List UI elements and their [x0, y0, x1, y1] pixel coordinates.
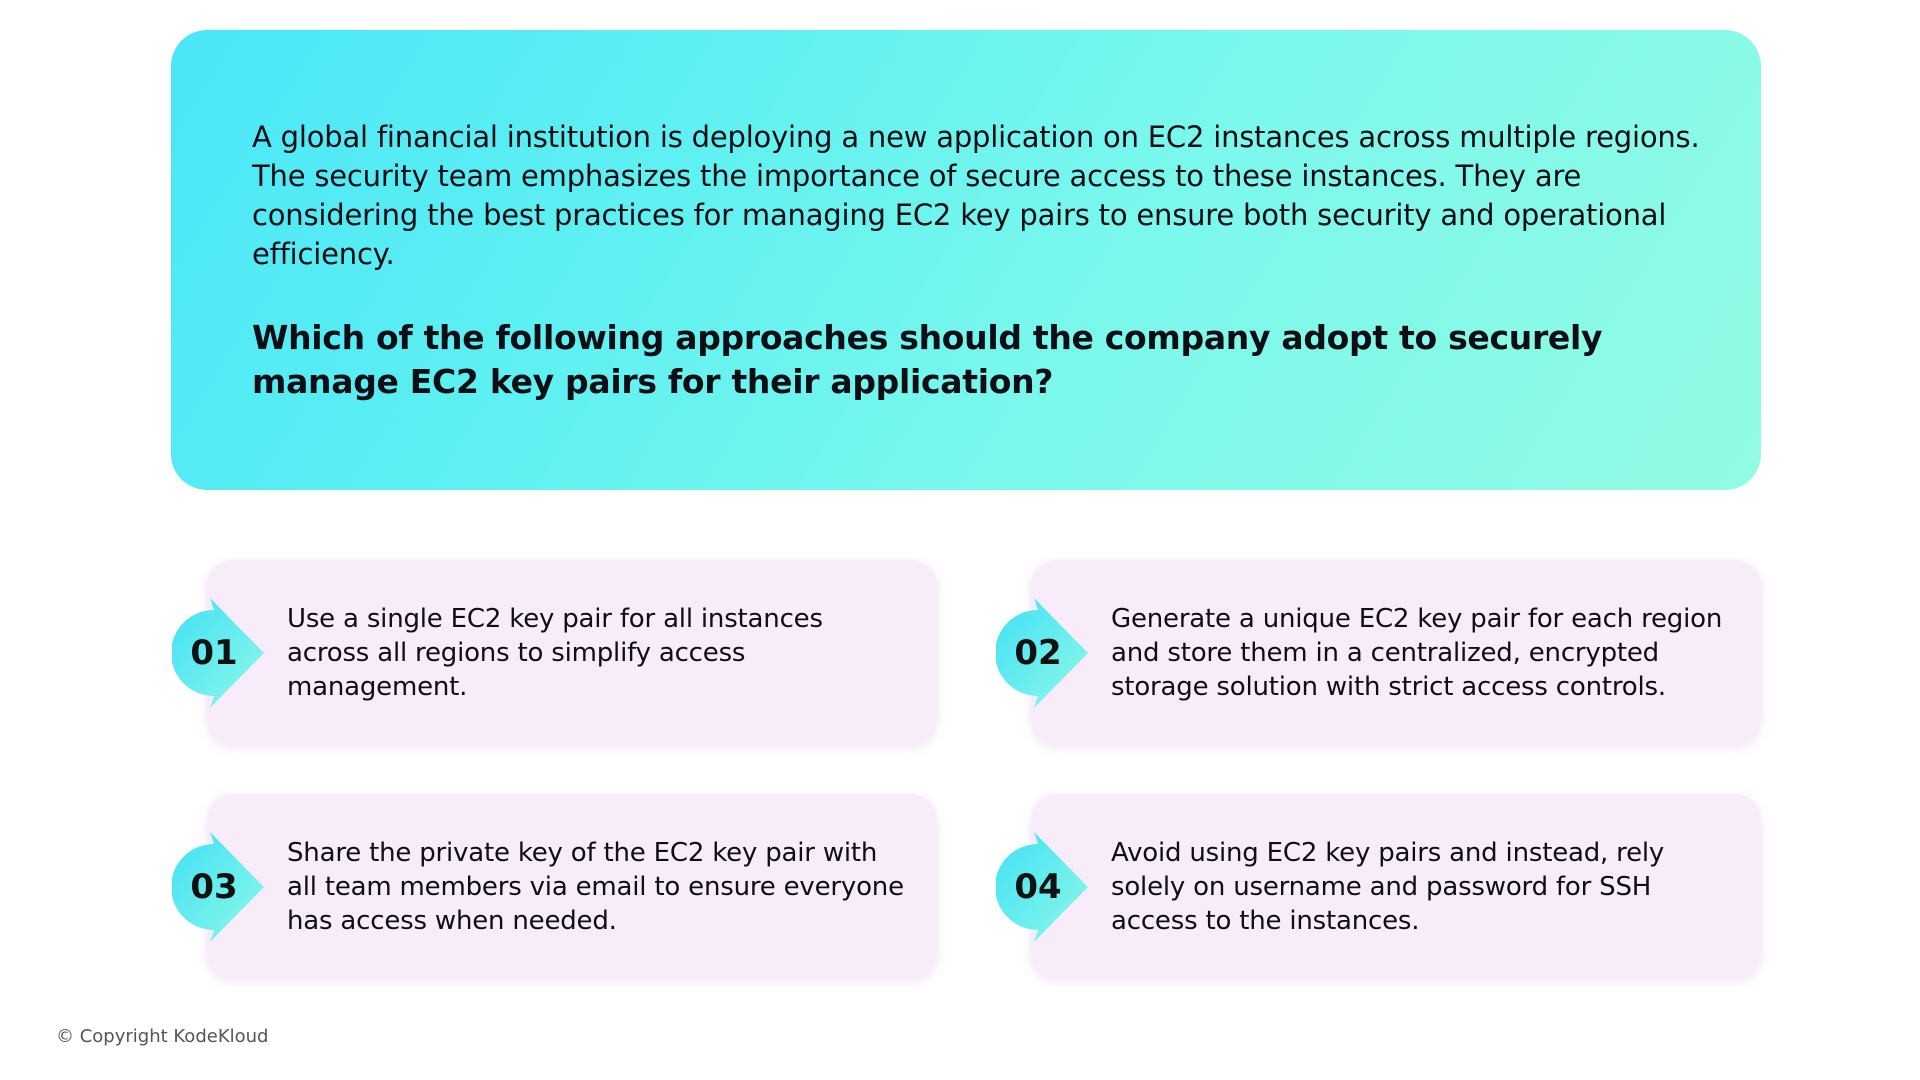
option-number-04: 04: [1014, 867, 1062, 907]
option-number-01: 01: [190, 633, 238, 673]
option-number-02: 02: [1014, 633, 1062, 673]
option-badge-01[interactable]: [172, 598, 264, 708]
option-card-03[interactable]: [207, 794, 937, 980]
option-text-04: Avoid using EC2 key pairs and instead, rely solely on username and password for SSH access to the instances.: [1111, 838, 1665, 936]
option-badge-04[interactable]: [996, 832, 1088, 942]
option-card-04[interactable]: [1031, 794, 1761, 980]
option-badge-02[interactable]: [996, 598, 1088, 708]
option-number-03: 03: [190, 867, 238, 907]
scenario-text: A global financial institution is deploying a new application on EC2 instances across multiple regions. The security team emphasizes the importance of secure access to these instances. They are considering the best practices for managing EC2 key pairs to ensure both security and operational efficiency.: [252, 120, 1700, 271]
option-card-01[interactable]: [207, 560, 937, 746]
option-text-03: Share the private key of the EC2 key pair with all team members via email to ensure everyone has access when needed.: [287, 838, 904, 936]
option-badge-03[interactable]: [172, 832, 264, 942]
copyright-text: © Copyright KodeKloud: [56, 1026, 269, 1047]
option-card-02[interactable]: [1031, 560, 1761, 746]
option-text-01: Use a single EC2 key pair for all instances across all regions to simplify access management.: [287, 604, 823, 702]
question-card: [171, 30, 1761, 490]
question-text: Which of the following approaches should the company adopt to securely manage EC2 key pairs for their application?: [252, 318, 1603, 401]
option-text-02: Generate a unique EC2 key pair for each region and store them in a centralized, encrypted storage solution with strict access controls.: [1111, 604, 1723, 702]
